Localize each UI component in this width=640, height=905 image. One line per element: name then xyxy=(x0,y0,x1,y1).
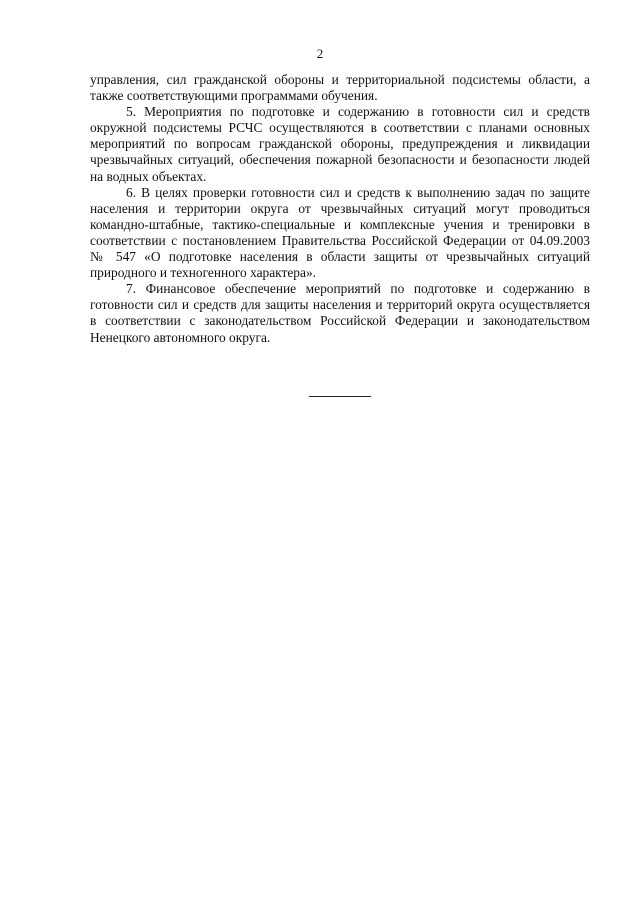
end-of-document-rule xyxy=(309,396,371,397)
document-body xyxy=(90,72,590,346)
paragraph-item-5: 5. Мероприятия по подготовке и содержанию в готовности сил и средств окружной подсистемы РСЧС осуществляются в соответствии с планами основных мероприятий по вопросам гражданской обороны, предупреждения и ликвидации чрезвычайных ситуаций, обеспечения пожарной безопасности и безопасности людей на водных объектах. xyxy=(90,104,590,184)
page-number: 2 xyxy=(316,46,324,61)
paragraph-continuation: управления, сил гражданской обороны и территориальной подсистемы области, а также соответствующими программами обучения. xyxy=(90,72,590,104)
paragraph-item-7: 7. Финансовое обеспечение мероприятий по подготовке и содержанию в готовности сил и средств для защиты населения и территорий округа осуществляется в соответствии с законодательством Российской Федерации и законодательством Ненецкого автономного округа. xyxy=(90,281,590,345)
paragraph-item-6: 6. В целях проверки готовности сил и средств к выполнению задач по защите населения и территории округа от чрезвычайных ситуаций могут проводиться командно-штабные, тактико-специальные и комплексные учения и тренировки в соответствии с постановлением Правительства Российской Федерации от 04.09.2003 № 547 «О подготовке населения в области защиты от чрезвычайных ситуаций природного и техногенного характера». xyxy=(90,184,590,281)
